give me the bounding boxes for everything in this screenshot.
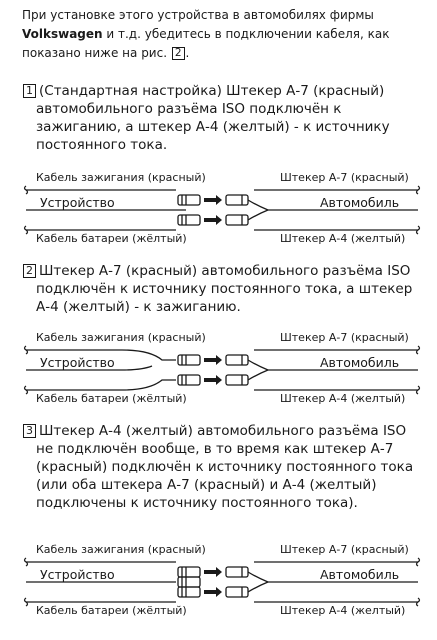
section-1-text xyxy=(22,82,422,154)
section-3-text xyxy=(22,422,422,512)
diagram-3-car-label: Автомобиль xyxy=(320,567,400,582)
section-2-text xyxy=(22,262,422,316)
section-3 xyxy=(22,422,422,512)
diagram-3-device-label: Устройство xyxy=(40,567,115,582)
diagram-1-device-label: Устройство xyxy=(40,195,115,210)
diagram-3-a4-plug-label: Штекер А-4 (желтый) xyxy=(280,604,406,617)
figure-reference: 2 xyxy=(172,47,185,60)
wiring-diagram-1 xyxy=(22,168,422,245)
diagram-1-battery-cable-label: Кабель батареи (жёлтый) xyxy=(36,232,187,245)
intro-line-3: показано ниже на рис. xyxy=(22,46,168,60)
diagram-3-ignition-cable-label: Кабель зажигания (красный) xyxy=(36,543,206,556)
diagram-3-a7-plug-label: Штекер А-7 (красный) xyxy=(280,543,409,556)
intro-line-2: и т.д. убедитесь в подключении кабеля, как xyxy=(102,27,390,41)
diagram-1-ignition-cable-label: Кабель зажигания (красный) xyxy=(36,171,206,184)
section-2 xyxy=(22,262,422,316)
section-2-description: Штекер А-7 (красный) автомобильного разъёма ISO подключён к источнику постоянного тока, а штекер А-4 (желтый) - к зажиганию. xyxy=(36,263,413,315)
brand-name: Volkswagen xyxy=(22,27,103,41)
diagram-3-battery-cable-label: Кабель батареи (жёлтый) xyxy=(36,604,187,617)
diagram-2-ignition-cable-label: Кабель зажигания (красный) xyxy=(36,331,206,344)
section-3-number: 3 xyxy=(23,424,36,438)
section-2-number: 2 xyxy=(23,264,36,278)
diagram-2-battery-cable-label: Кабель батареи (жёлтый) xyxy=(36,392,187,405)
diagram-1-car-label: Автомобиль xyxy=(320,195,400,210)
section-1 xyxy=(22,82,422,154)
diagram-1-a7-plug-label: Штекер А-7 (красный) xyxy=(280,171,409,184)
section-1-number: 1 xyxy=(23,84,36,98)
diagram-2-device-label: Устройство xyxy=(40,355,115,370)
diagram-2-a7-plug-label: Штекер А-7 (красный) xyxy=(280,331,409,344)
section-3-description: Штекер А-4 (желтый) автомобильного разъёма ISO не подключён вообще, в то время как штекер А-7 (красный) подключён к источнику постоянного тока (или оба штекера А-7 (красный) и А-4 (желтый) подключены к источнику постоянного тока). xyxy=(36,423,414,511)
intro-paragraph xyxy=(22,6,422,63)
intro-period: . xyxy=(185,46,190,60)
diagram-2-a4-plug-label: Штекер А-4 (желтый) xyxy=(280,392,406,405)
wiring-diagram-3 xyxy=(22,540,422,617)
section-1-description: (Стандартная настройка) Штекер А-7 (красный) автомобильного разъёма ISO подключён к зажиганию, а штекер А-4 (желтый) - к источнику постоянного тока. xyxy=(36,83,390,153)
wiring-diagram-2 xyxy=(22,328,422,405)
diagram-1-a4-plug-label: Штекер А-4 (желтый) xyxy=(280,232,406,245)
diagram-2-car-label: Автомобиль xyxy=(320,355,400,370)
intro-line-1: При установке этого устройства в автомобилях фирмы xyxy=(22,8,374,22)
